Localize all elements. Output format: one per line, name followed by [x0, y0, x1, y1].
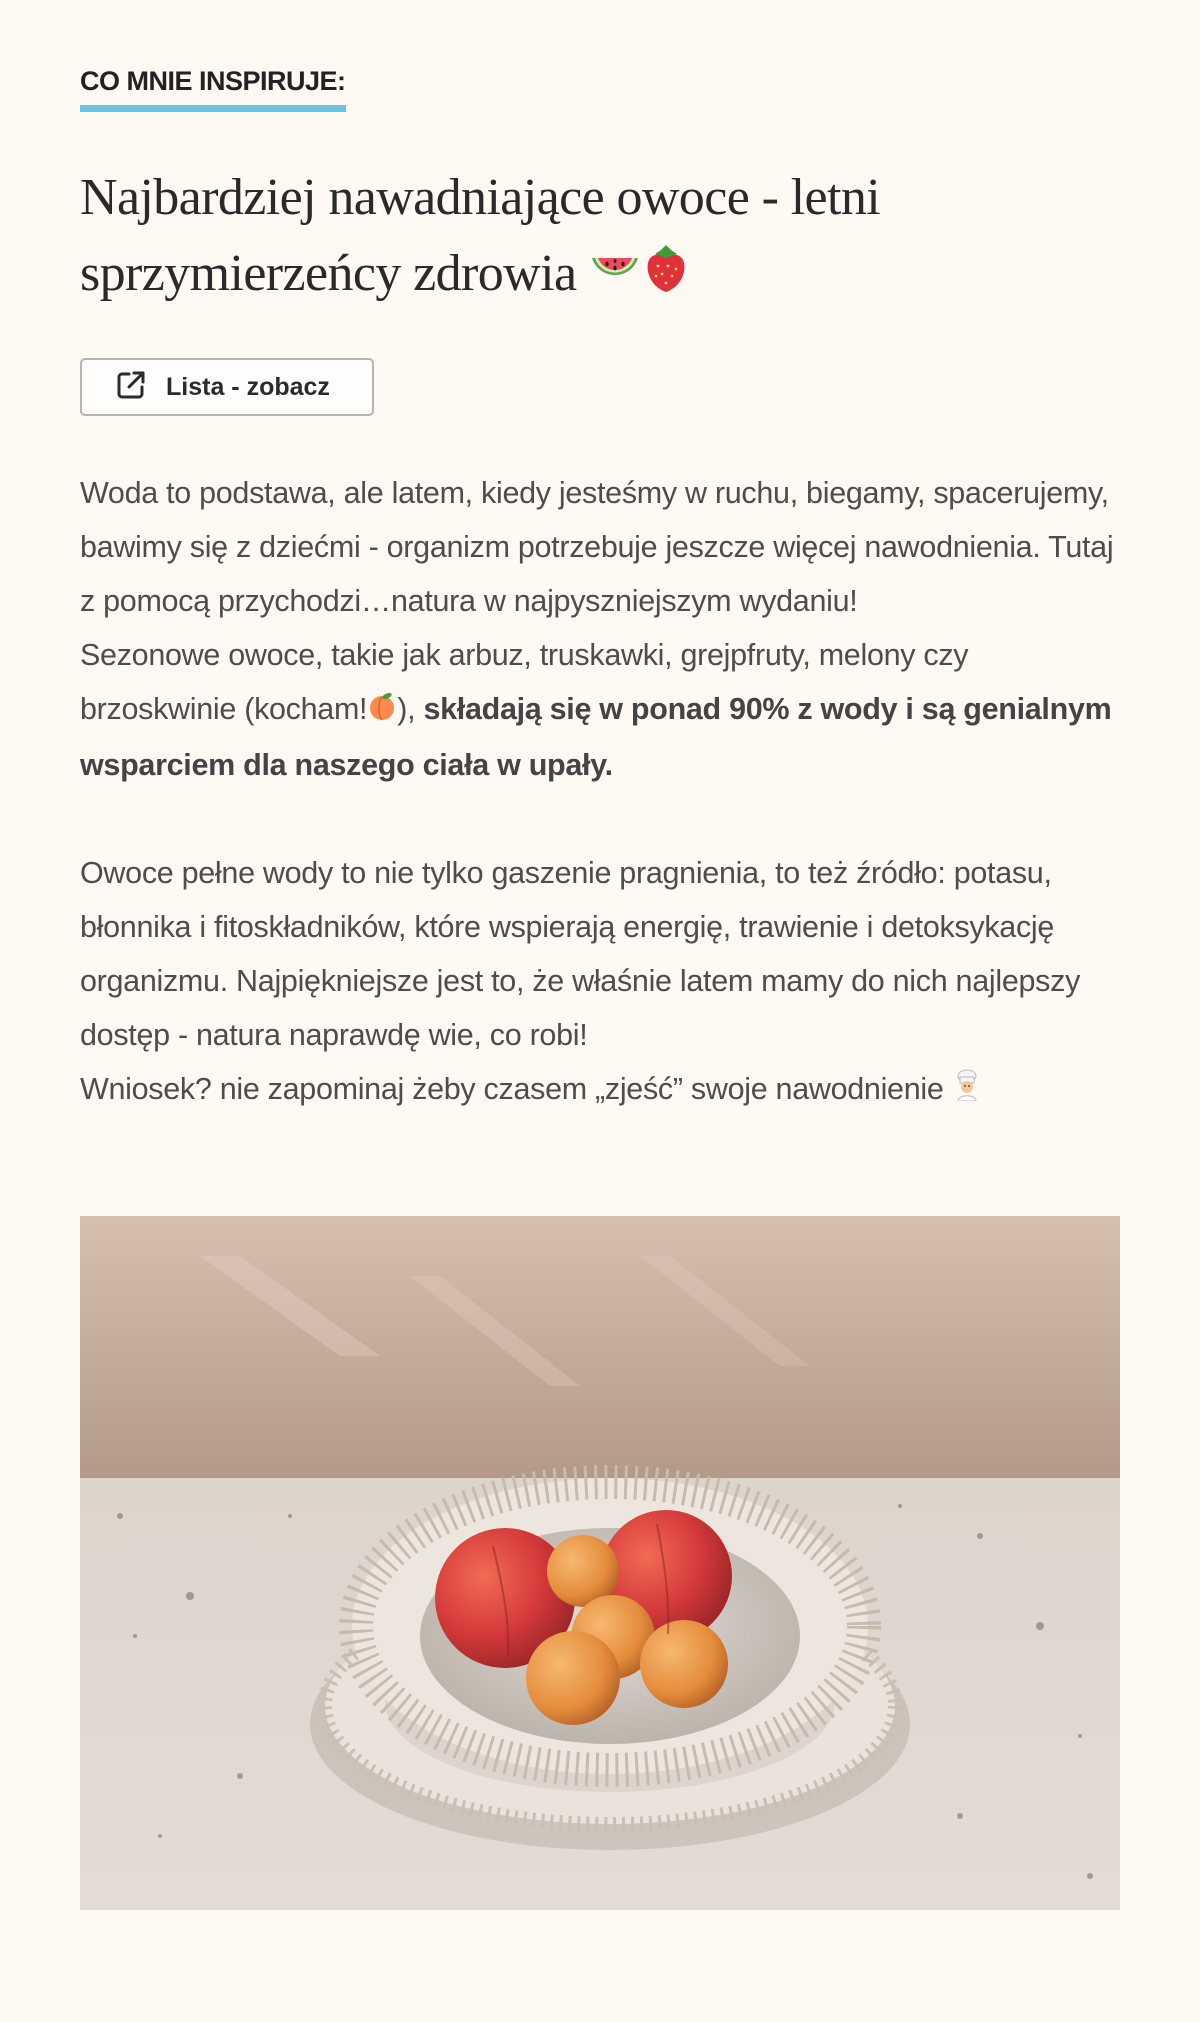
- paragraph-intro: Woda to podstawa, ale latem, kiedy jesteśmy w ruchu, biegamy, spacerujemy, bawimy się z dziećmi - organizm potrzebuje jeszcze więcej nawodnienia. Tutaj z pomocą przychodzi…natura w najpyszniejszym wydaniu!: [80, 476, 1114, 618]
- paragraph-conclusion: [80, 1062, 1120, 1118]
- article-photo-fruit-bowl: [80, 1216, 1120, 1910]
- section-eyebrow: CO MNIE INSPIRUJE:: [80, 66, 346, 112]
- article-body: [80, 466, 1120, 1118]
- list-view-button-label: Lista - zobacz: [166, 372, 330, 401]
- peach-icon: [367, 684, 397, 738]
- paragraph-conclusion-text: Wniosek? nie zapominaj żeby czasem „zjeść” swoje nawodnienie: [80, 1071, 944, 1106]
- paragraph-seasonal-highlight: składają się w ponad 90% z wody i są genialnym wsparciem dla naszego ciała w upały.: [80, 692, 1112, 782]
- article-title-text: Najbardziej nawadniające owoce - letni sprzymierzeńcy zdrowia: [80, 169, 881, 302]
- paragraph-seasonal-mid: ),: [397, 692, 424, 726]
- strawberry-icon: [641, 240, 691, 316]
- chef-icon: [952, 1064, 982, 1118]
- article-title: [80, 160, 1080, 316]
- list-view-button[interactable]: [80, 358, 374, 416]
- paragraph-seasonal: [80, 628, 1120, 792]
- paragraph-benefits: Owoce pełne wody to nie tylko gaszenie pragnienia, to też źródło: potasu, błonnika i fitoskładników, które wspierają energię, trawienie i detoksykację organizmu. Najpiękniejsze jest to, że właśnie latem mamy do nich najlepszy dostęp - natura naprawdę wie, co robi!: [80, 855, 1081, 1052]
- paragraph-spacer: [80, 792, 1120, 846]
- watermelon-icon: [589, 240, 641, 316]
- paragraph-seasonal-lead: Sezonowe owoce, takie jak arbuz, truskawki, grejpfruty, melony czy brzoskwinie (kocham!: [80, 638, 969, 726]
- external-link-icon: [114, 368, 148, 406]
